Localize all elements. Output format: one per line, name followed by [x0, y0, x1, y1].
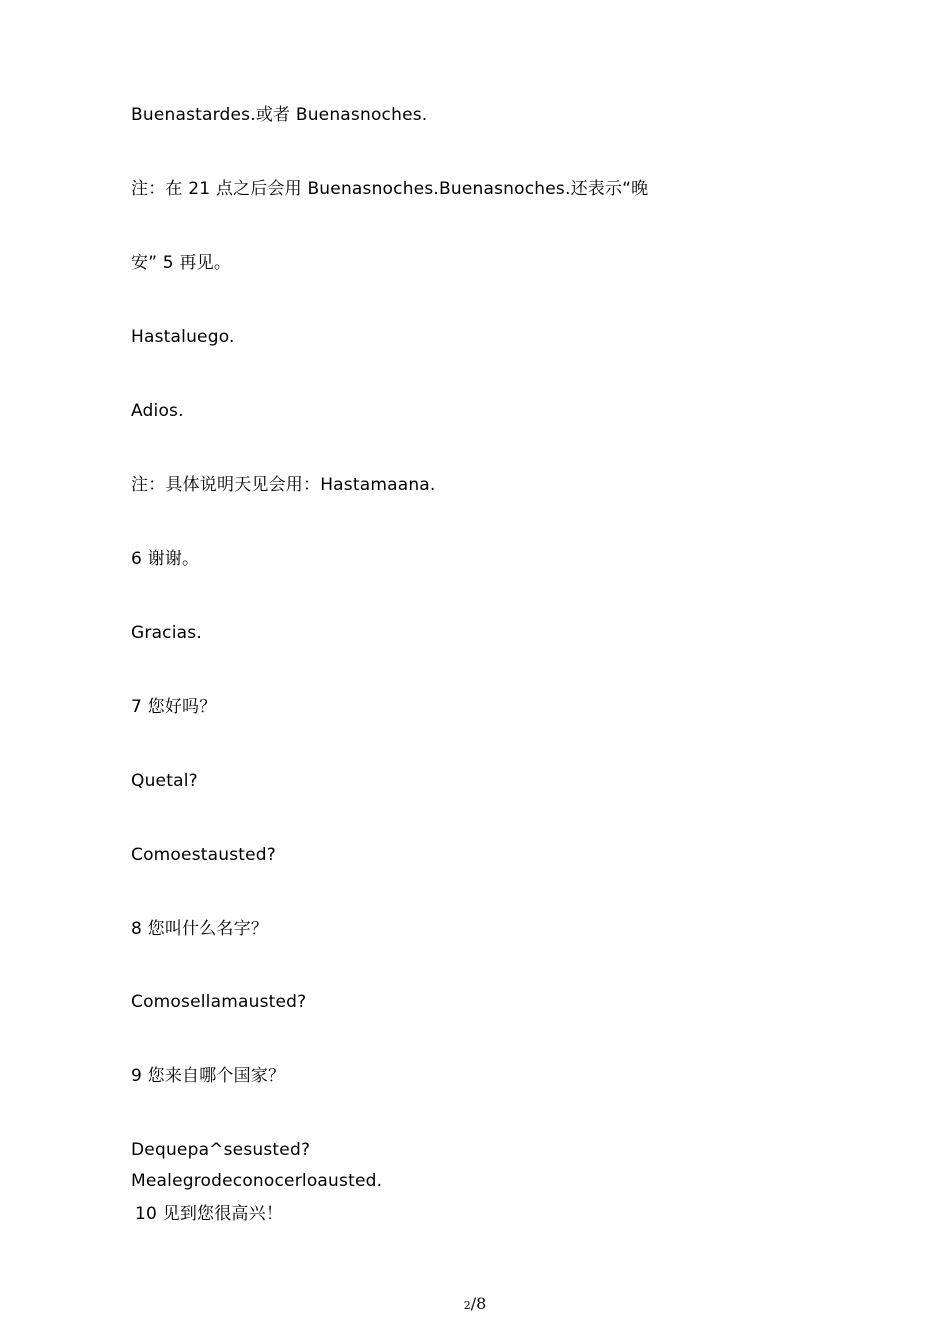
text-line: 9 您来自哪个国家？ — [131, 1066, 286, 1086]
text-line: Gracias. — [131, 623, 202, 643]
text-line: Comosellamausted? — [131, 992, 307, 1012]
current-page-number: 2 — [463, 1299, 471, 1312]
text-line: 安” 5 再见。 — [131, 253, 232, 273]
text-line: Adios. — [131, 401, 184, 421]
text-line: 注：具体说明天见会用：Hastamaana. — [131, 475, 436, 495]
total-pages: /8 — [470, 1294, 487, 1313]
text-line: Quetal? — [131, 771, 198, 791]
page-number — [0, 1294, 950, 1316]
text-line: 8 您叫什么名字？ — [131, 919, 269, 939]
text-line: Dequepa^sesusted? — [131, 1140, 311, 1160]
text-line: 注：在 21 点之后会用 Buenasnoches.Buenasnoches.还表示“晚 — [131, 179, 649, 199]
text-line: Hastaluego. — [131, 327, 235, 347]
text-line: Comoestausted? — [131, 845, 277, 865]
text-line: 10 见到您很高兴！ — [135, 1204, 284, 1224]
text-line: 6 谢谢。 — [131, 549, 200, 569]
text-line: Mealegrodeconocerloausted. — [131, 1171, 383, 1191]
text-line: Buenastardes.或者 Buenasnoches. — [131, 105, 428, 125]
text-line: 7 您好吗？ — [131, 697, 217, 717]
